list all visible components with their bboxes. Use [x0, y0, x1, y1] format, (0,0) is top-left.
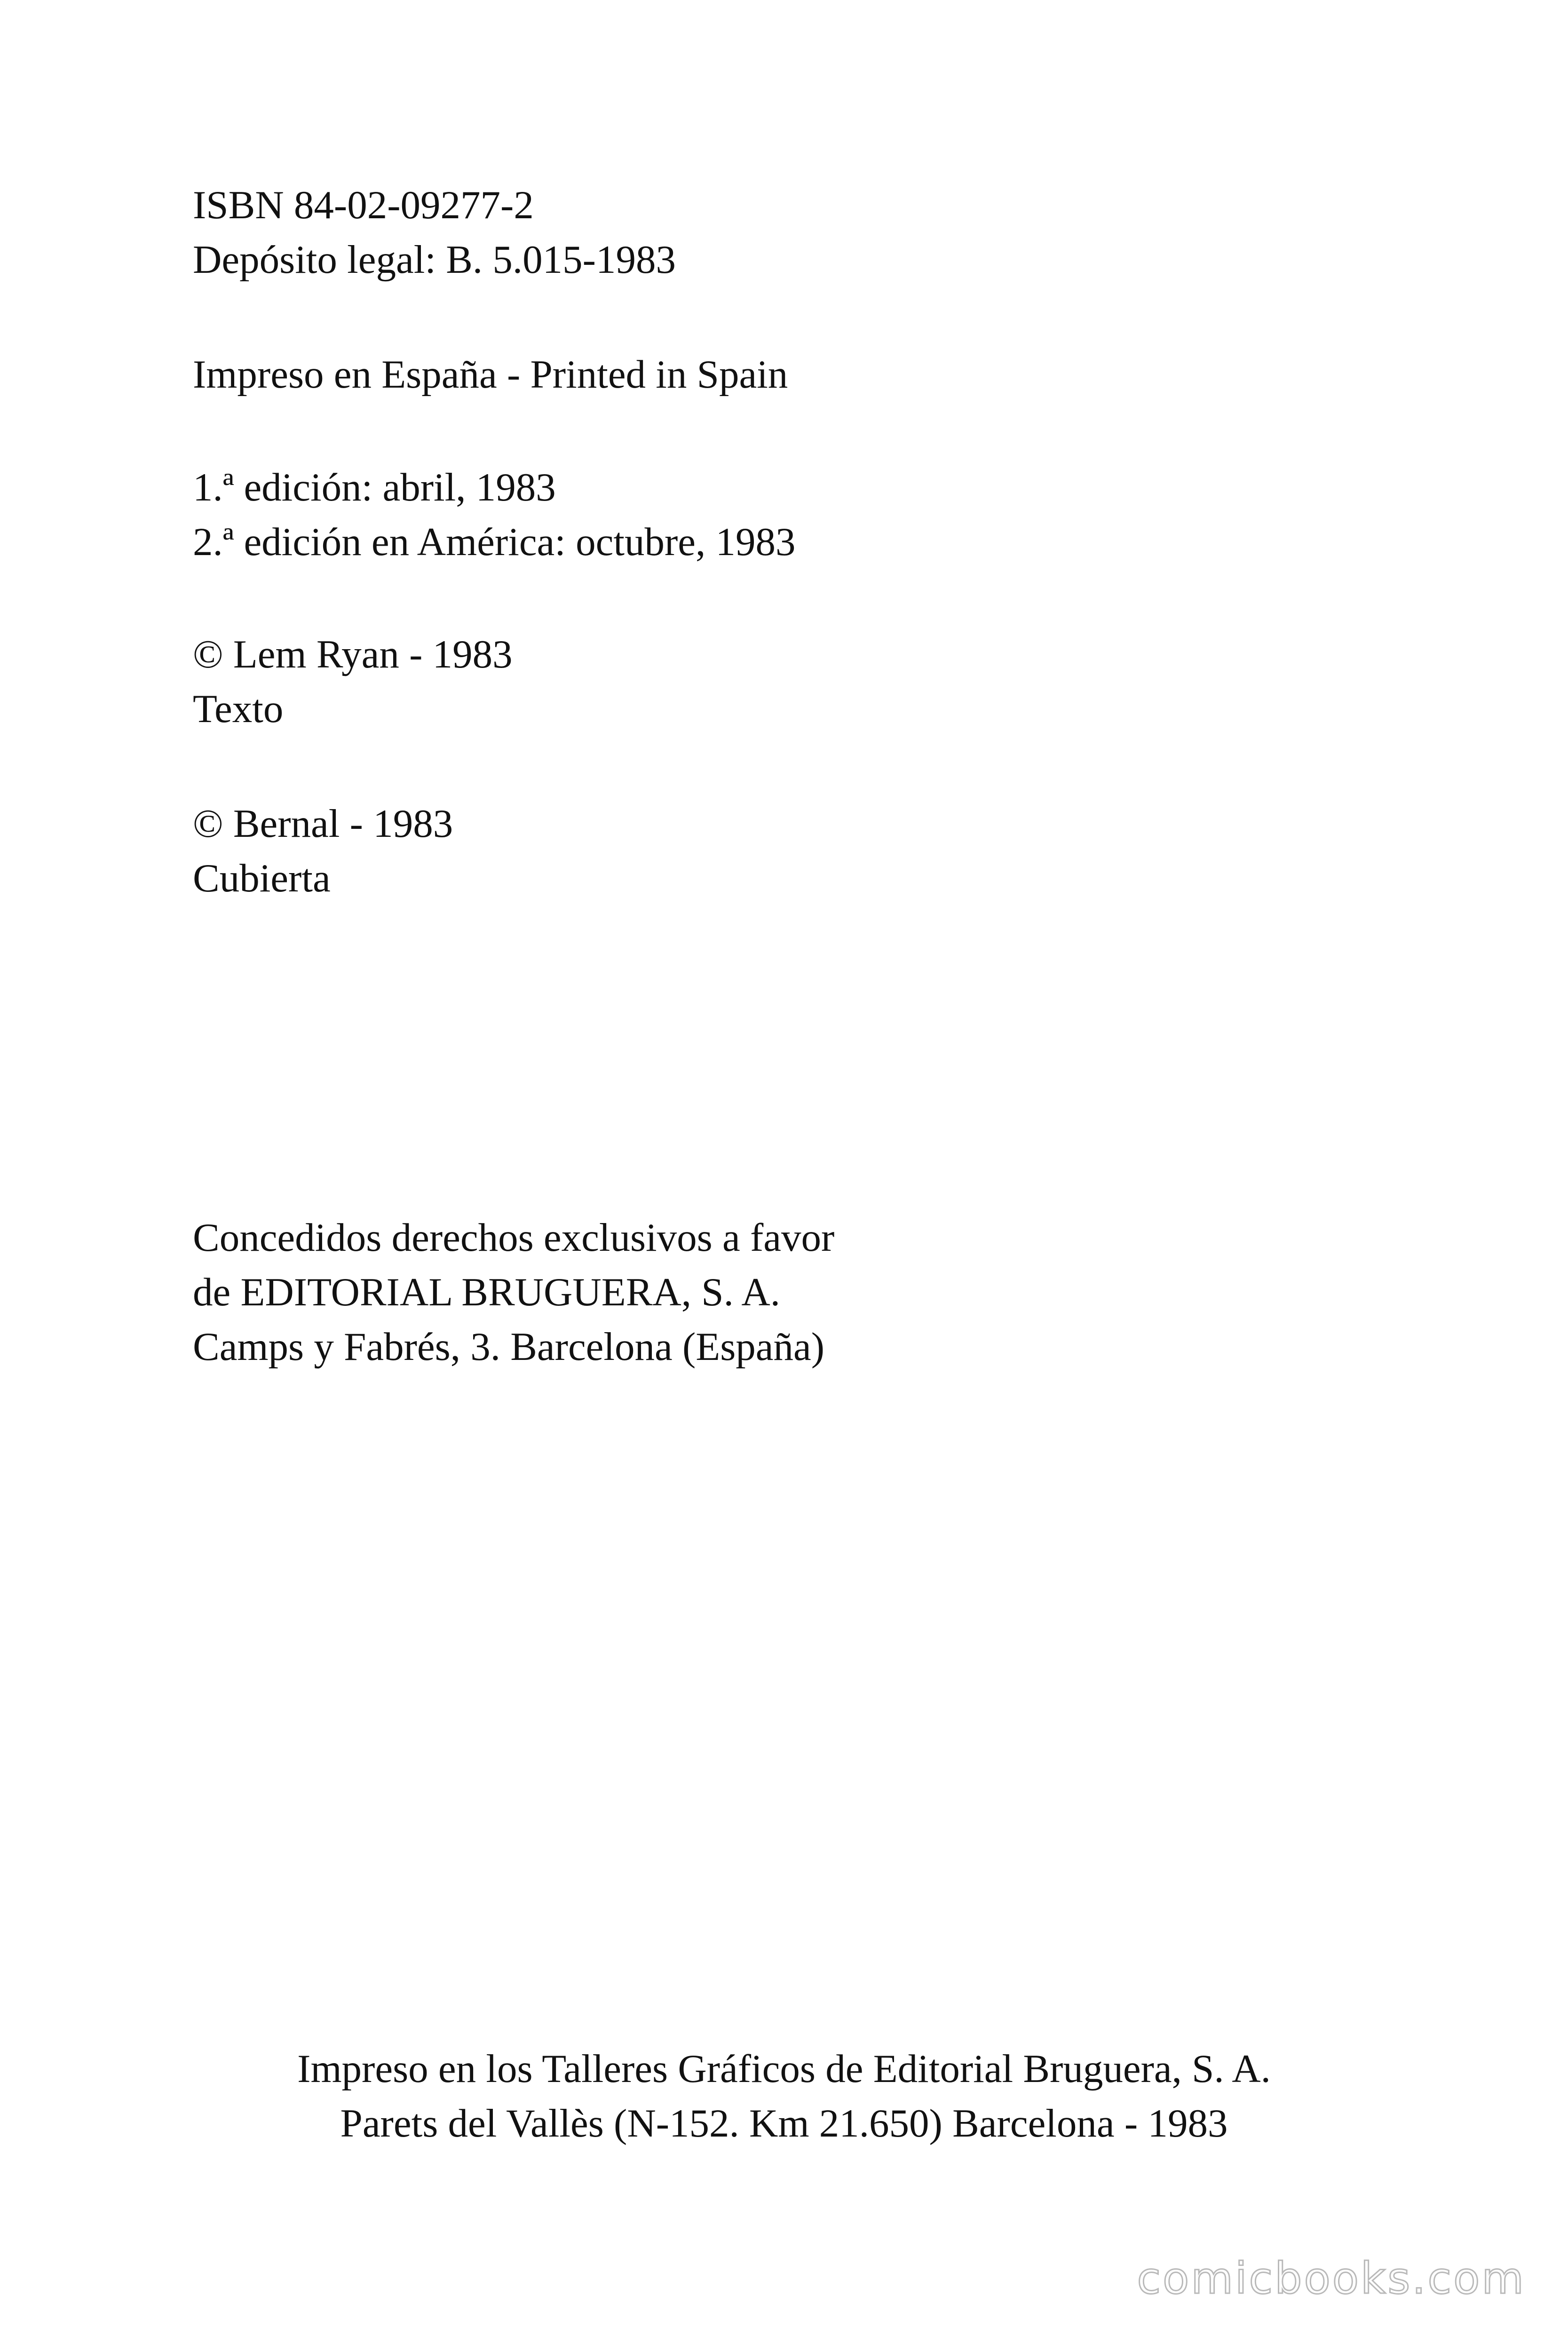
cover-copyright-block	[193, 796, 453, 906]
publisher-line: de EDITORIAL BRUGUERA, S. A.	[193, 1270, 781, 1314]
printer-block	[0, 2042, 1568, 2151]
printer-address-line: Parets del Vallès (N-152. Km 21.650) Barcelona - 1983	[340, 2101, 1228, 2145]
publisher-address-line: Camps y Fabrés, 3. Barcelona (España)	[193, 1325, 825, 1369]
second-edition-line: 2.ª edición en América: octubre, 1983	[193, 520, 796, 564]
isbn-line: ISBN 84-02-09277-2	[193, 183, 534, 227]
rights-block	[193, 1210, 834, 1374]
watermark: comicbooks.com	[1137, 2253, 1526, 2304]
text-copyright-block	[193, 627, 513, 736]
text-label: Texto	[193, 687, 284, 731]
isbn-block	[193, 178, 676, 287]
printed-in-line: Impreso en España - Printed in Spain	[193, 352, 788, 397]
printed-in-block	[193, 347, 788, 402]
cover-label: Cubierta	[193, 856, 331, 900]
editions-block	[193, 460, 796, 569]
legal-deposit-line: Depósito legal: B. 5.015-1983	[193, 238, 676, 282]
text-copyright-line: © Lem Ryan - 1983	[193, 632, 513, 676]
first-edition-line: 1.ª edición: abril, 1983	[193, 465, 556, 509]
printer-line: Impreso en los Talleres Gráficos de Editorial Bruguera, S. A.	[297, 2047, 1271, 2091]
rights-line: Concedidos derechos exclusivos a favor	[193, 1216, 835, 1260]
cover-copyright-line: © Bernal - 1983	[193, 802, 453, 846]
